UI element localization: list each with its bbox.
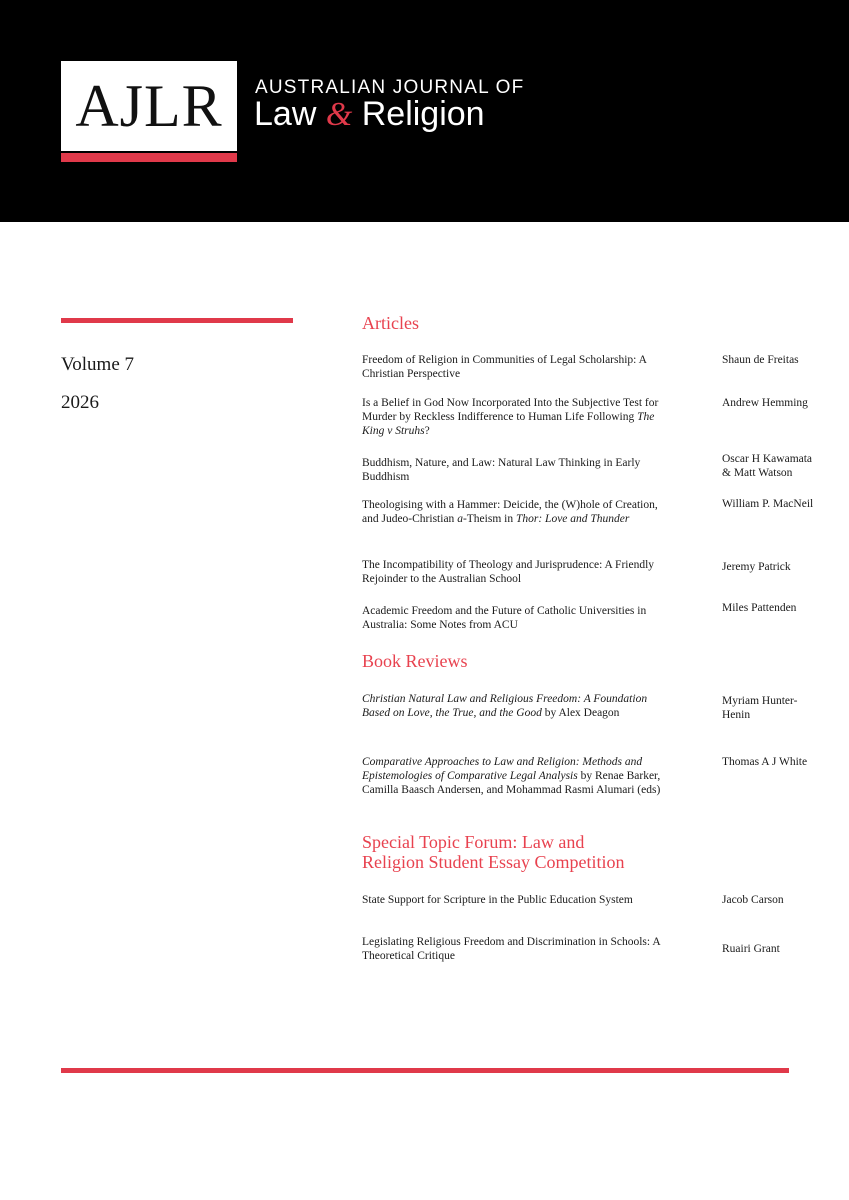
section-heading-articles: Articles: [362, 313, 419, 333]
author-line: & Matt Watson: [722, 467, 793, 479]
article-title: [362, 396, 662, 438]
journal-logo: [61, 61, 237, 151]
article-author: William P. MacNeil: [722, 498, 814, 510]
article-title-end: ?: [424, 425, 430, 437]
review-title: [362, 692, 662, 720]
left-divider: [61, 318, 293, 323]
review-author: Myriam Hunter-Henin: [722, 695, 798, 721]
article-title-text: Is a Belief in God Now Incorporated Into the Subjective Test for Murder by Reckless Indifference to Human Life Following: [362, 397, 659, 423]
logo-abbrev: AJLR: [75, 73, 223, 139]
article-author: Andrew Hemming: [722, 397, 808, 409]
section-heading-line: Special Topic Forum: Law and: [362, 832, 585, 852]
section-heading-line: Religion Student Essay Competition: [362, 852, 625, 872]
article-title-case: The King v Struhs: [362, 411, 655, 437]
masthead: [0, 0, 849, 222]
essay-author: Jacob Carson: [722, 894, 784, 906]
journal-word-law: Law: [254, 95, 326, 133]
review-book-title: Comparative Approaches to Law and Religion: Methods and Epistemologies of Comparative Legal Analysis: [362, 756, 643, 782]
article-author: [722, 452, 832, 480]
section-heading-book-reviews: Book Reviews: [362, 651, 468, 671]
section-heading-special-forum: [362, 832, 625, 872]
essay-author: Ruairi Grant: [722, 943, 780, 955]
article-title: The Incompatibility of Theology and Jurisprudence: A Friendly Rejoinder to the Australian School: [362, 559, 655, 585]
volume-label: Volume 7: [61, 354, 135, 375]
article-title-mid: -Theism in: [462, 513, 516, 525]
journal-ampersand: &: [325, 96, 353, 133]
year-label: 2026: [61, 392, 99, 413]
article-title-film: Thor: Love and Thunder: [515, 513, 630, 525]
journal-word-religion: Religion: [352, 95, 485, 133]
review-book-title: Christian Natural Law and Religious Freedom: A Foundation Based on Love, the True, and the Good: [362, 693, 648, 719]
review-book-author: by Renae Barker, Camilla Baasch Andersen, and Mohammad Rasmi Alumari (eds): [362, 770, 661, 796]
essay-title: State Support for Scripture in the Public Education System: [362, 894, 633, 906]
journal-title-line2: [254, 95, 485, 134]
essay-title: Legislating Religious Freedom and Discrimination in Schools: A Theoretical Critique: [362, 936, 661, 962]
article-title: Buddhism, Nature, and Law: Natural Law Thinking in Early Buddhism: [362, 457, 641, 483]
article-author: Miles Pattenden: [722, 602, 797, 614]
logo-underline: [61, 153, 237, 162]
article-author: Jeremy Patrick: [722, 561, 791, 573]
review-book-author: by Alex Deagon: [541, 707, 620, 719]
article-author: Shaun de Freitas: [722, 354, 799, 366]
journal-title-line1: AUSTRALIAN JOURNAL OF: [255, 77, 525, 98]
review-author: Thomas A J White: [722, 756, 808, 768]
article-title-text: Theologising with a Hammer: Deicide, the (W)hole of Creation, and Judeo-Christian: [362, 499, 658, 525]
article-title: [362, 498, 662, 526]
article-title: Freedom of Religion in Communities of Legal Scholarship: A Christian Perspective: [362, 354, 647, 380]
article-title: Academic Freedom and the Future of Catholic Universities in Australia: Some Notes from ACU: [362, 605, 647, 631]
author-line: Oscar H Kawamata: [722, 453, 813, 465]
review-title: [362, 755, 662, 797]
bottom-divider: [61, 1068, 789, 1073]
article-title-italic-a: a: [457, 513, 463, 525]
